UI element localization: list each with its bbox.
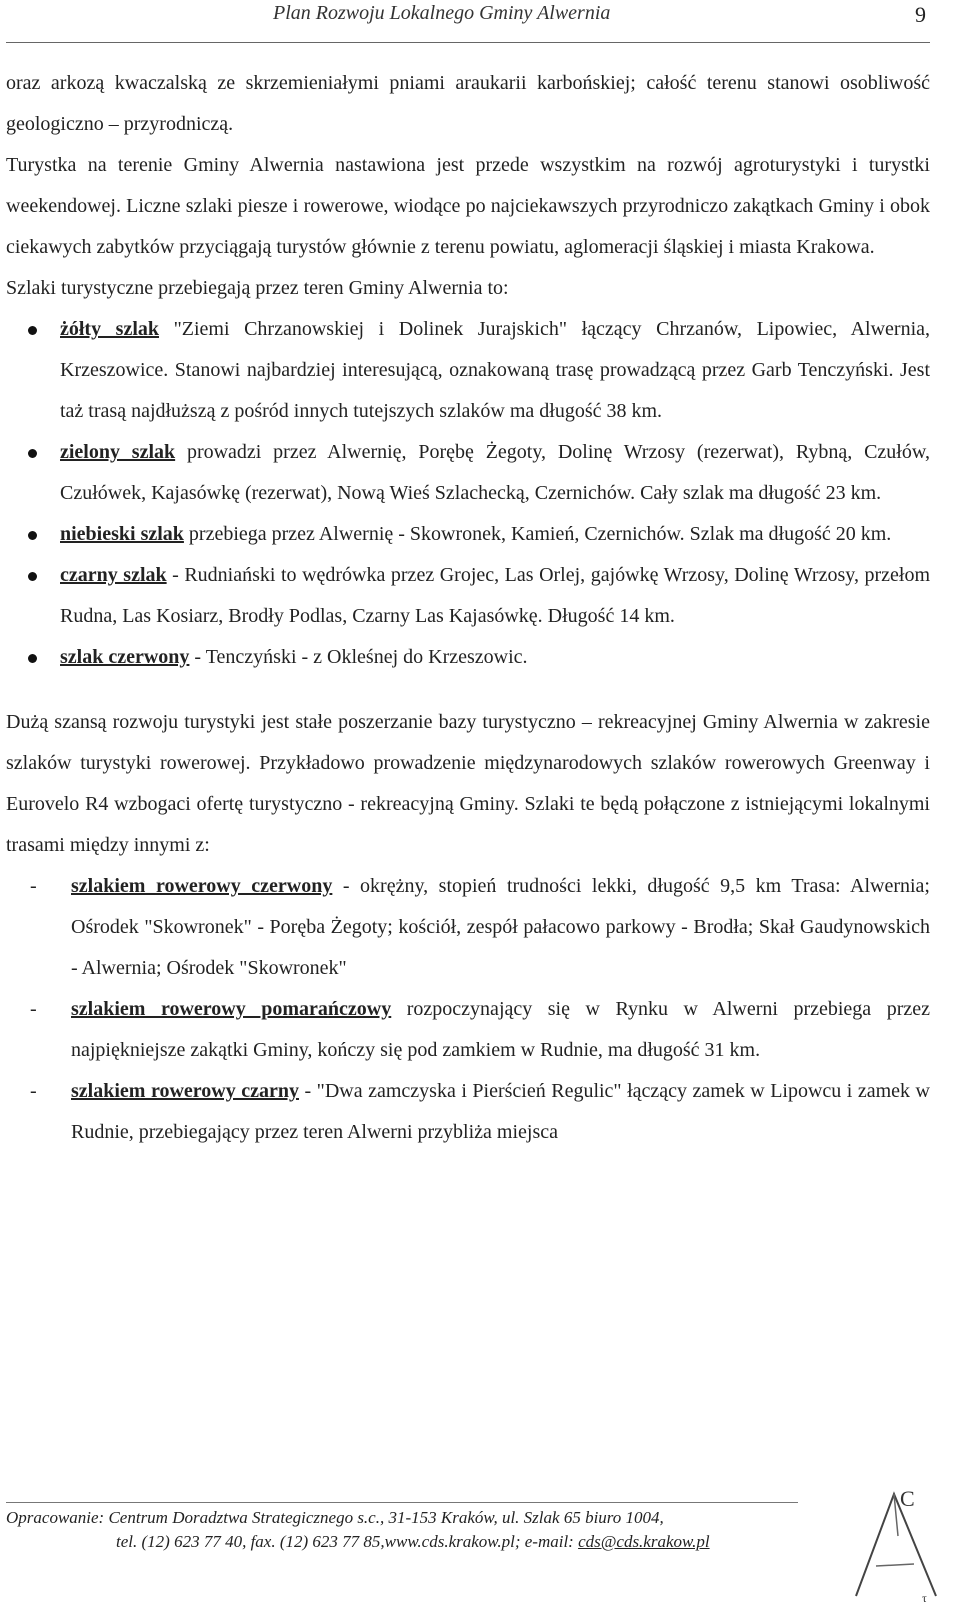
trail-name: niebieski szlak <box>60 523 184 545</box>
trail-name: zielony szlak <box>60 441 176 463</box>
bike-paragraph: Dużą szansą rozwoju turystyki jest stałe poszerzanie bazy turystyczno – rekreacyjnej Gminy Alwernia w zakresie szlaków turystyki rowerowej. Przykładowo prowadzenie międzynarodowych szlaków rowerowych Greenway i Eurovelo R4 wzbogaci ofertę turystyczno - rekreacyjną Gminy. Szlaki te będą połączone z istniejącymi lokalnymi trasami między innymi z: <box>6 711 930 856</box>
trail-description: "Ziemi Chrzanowskiej i Dolinek Jurajskich" łączący Chrzanów, Lipowiec, Alwernia, Krzeszowice. Stanowi najbardziej interesującą, oznakowaną trasę prowadzącą przez Garb Tenczyński. Jest taż trasą najdłuższą z pośród innych tutejszych szlaków ma długość 38 km. <box>60 318 931 422</box>
route-description: - "Dwa zamczyska i Pierścień Regulic" łączący zamek w Lipowcu i zamek w Rudnie, przebiegający przez teren Alwerni przybliża miejsca <box>71 1080 930 1143</box>
route-name: szlakiem rowerowy pomarańczowy <box>71 998 392 1020</box>
route-name: szlakiem rowerowy czarny <box>71 1080 299 1102</box>
list-item <box>6 555 930 637</box>
footer-divider <box>6 1502 798 1503</box>
footer-phone-web: tel. (12) 623 77 40, fax. (12) 623 77 85,www.cds.krakow.pl; e-mail: <box>116 1532 579 1551</box>
route-name: szlakiem rowerowy czerwony <box>71 875 333 897</box>
dash-marker: - <box>30 1080 37 1102</box>
document-body <box>6 63 930 1153</box>
list-item <box>6 1071 930 1153</box>
dash-marker: - <box>30 875 37 897</box>
list-item <box>6 637 930 678</box>
list-item <box>6 514 930 555</box>
page-header <box>0 0 960 54</box>
trail-list <box>6 309 930 678</box>
section-gap <box>6 678 930 702</box>
page-number: 9 <box>915 2 926 27</box>
trail-description: - Rudniański to wędrówka przez Grojec, Las Orlej, gajówkę Wrzosy, Dolinę Wrzosy, przełom Rudna, Las Kosiarz, Brodły Podlas, Czarny Las Kajasówkę. Długość 14 km. <box>60 564 930 627</box>
svg-text:τ: τ <box>922 1591 927 1605</box>
list-item <box>6 309 930 432</box>
header-divider <box>6 42 930 43</box>
trail-name: czarny szlak <box>60 564 167 586</box>
bullet-icon <box>28 572 37 581</box>
trail-description: prowadzi przez Alwernię, Porębę Żegoty, Dolinę Wrzosy (rezerwat), Rybną, Czułów, Czułówek, Kajasówkę (rezerwat), Nową Wieś Szlachecką, Czernichów. Cały szlak ma długość 23 km. <box>60 441 930 504</box>
footer-email-link[interactable]: cds@cds.krakow.pl <box>578 1532 710 1551</box>
list-item <box>6 989 930 1071</box>
trail-name: szlak czerwony <box>60 646 190 668</box>
footer-contact <box>6 1530 806 1554</box>
intro-paragraph-1: oraz arkozą kwaczalską ze skrzemieniałymi pniami araukarii karbońskiej; całość terenu stanowi osobliwość geologiczno – przyrodniczą. <box>6 72 930 135</box>
intro-paragraph-2: Turystka na terenie Gminy Alwernia nastawiona jest przede wszystkim na rozwój agroturystyki i turystki weekendowej. Liczne szlaki piesze i rowerowe, wiodące po najciekawszych przyrodniczo zakątkach Gminy i obok ciekawych zabytków przyciągają turystów głównie z terenu powiatu, aglomeracji śląskiej i miasta Krakowa. <box>6 154 930 258</box>
page-footer <box>6 1506 806 1554</box>
bullet-icon <box>28 654 37 663</box>
intro-paragraph-3: Szlaki turystyczne przebiegają przez teren Gminy Alwernia to: <box>6 277 509 299</box>
trail-name: żółty szlak <box>60 318 160 340</box>
dash-marker: - <box>30 998 37 1020</box>
list-item <box>6 866 930 989</box>
trail-description: przebiega przez Alwernię - Skowronek, Kamień, Czernichów. Szlak ma długość 20 km. <box>183 523 892 545</box>
bike-route-list <box>6 866 930 1153</box>
footer-address: Opracowanie: Centrum Doradztwa Strategicznego s.c., 31-153 Kraków, ul. Szlak 65 biuro 1004, <box>6 1508 664 1527</box>
route-description: - okrężny, stopień trudności lekki, długość 9,5 km Trasa: Alwernia; Ośrodek "Skowronek" - Poręba Żegoty; kościół, zespół pałacowo parkowy - Brodła; Skał Gaudynowskich - Alwernia; Ośrodek "Skowronek" <box>71 875 930 979</box>
list-item <box>6 432 930 514</box>
route-description: rozpoczynający się w Rynku w Alwerni przebiega przez najpiękniejsze zakątki Gminy, kończy się pod zamkiem w Rudnie, ma długość 31 km. <box>71 998 930 1061</box>
bullet-icon <box>28 449 37 458</box>
trail-description: - Tenczyński - z Okleśnej do Krzeszowic. <box>189 646 528 668</box>
header-title: Plan Rozwoju Lokalnego Gminy Alwernia <box>273 2 611 24</box>
logo-letter: C <box>900 1486 915 1511</box>
bullet-icon <box>28 326 37 335</box>
bullet-icon <box>28 531 37 540</box>
cds-logo-icon <box>848 1476 948 1608</box>
